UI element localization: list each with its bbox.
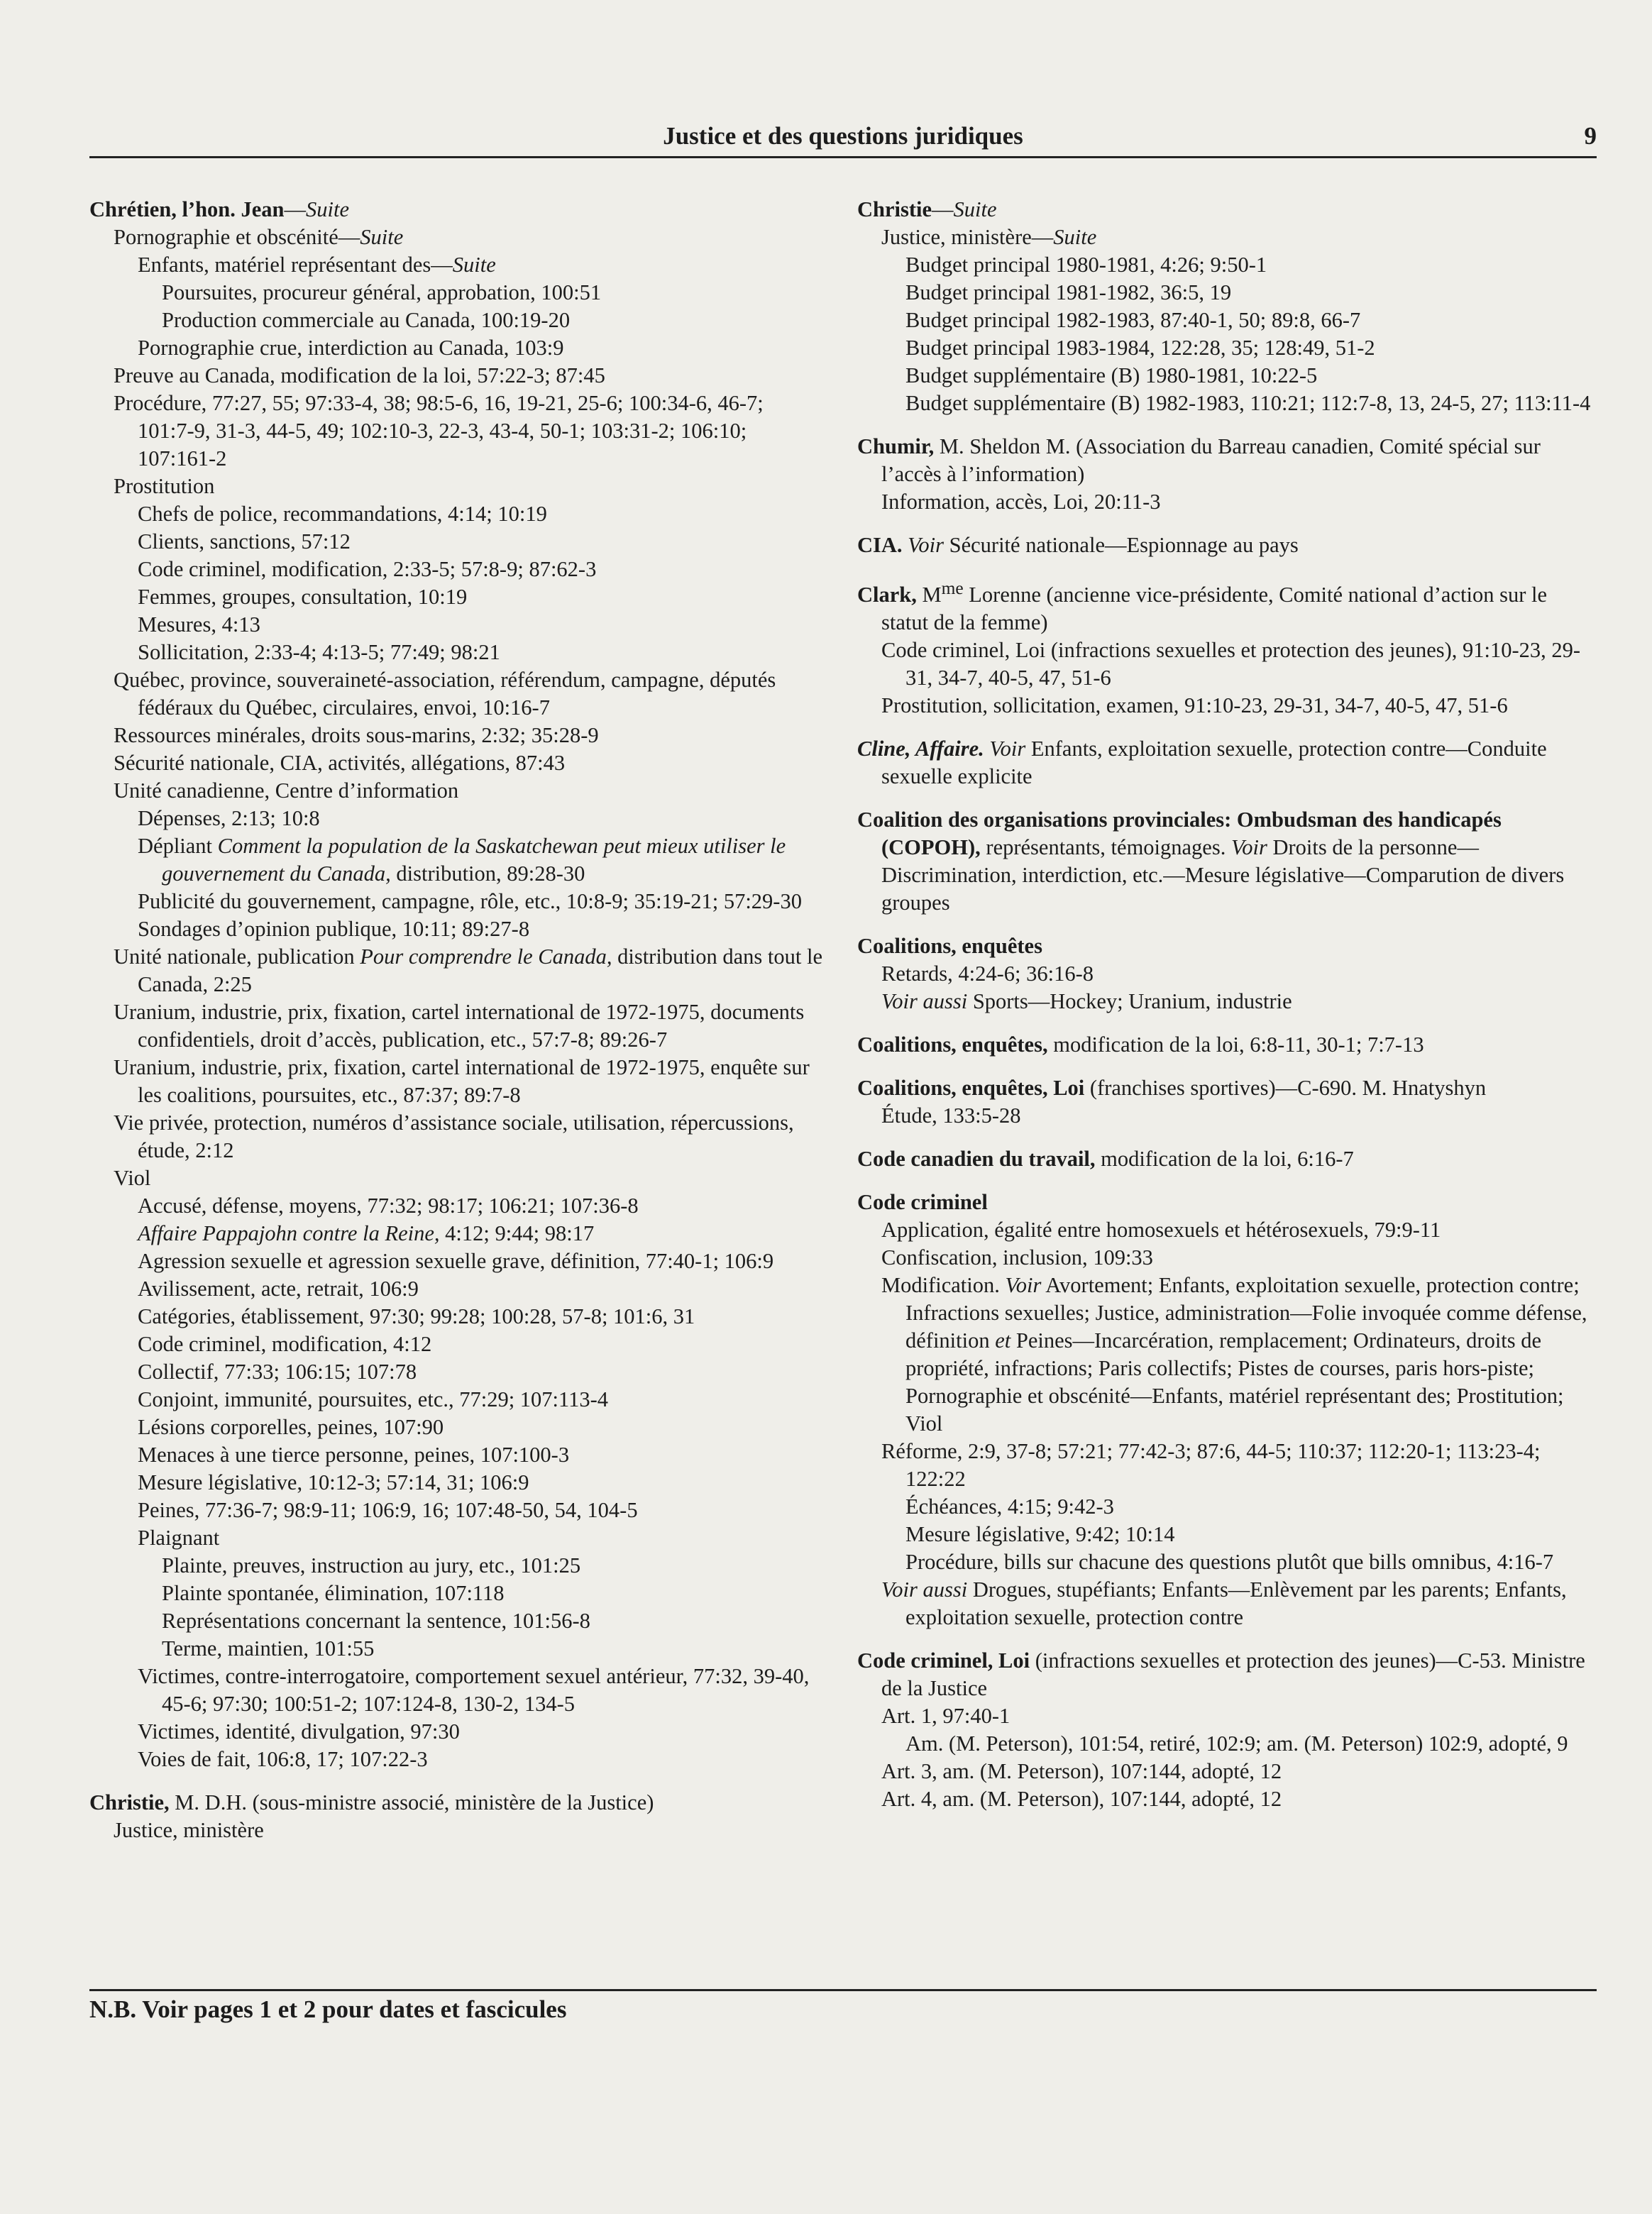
entry-text: 4:12; 9:44; 98:17	[439, 1221, 595, 1245]
entry-text: Art. 3, am. (M. Peterson), 107:144, adopté, 12	[881, 1759, 1282, 1784]
entry-text: Christie	[857, 197, 932, 221]
index-entry	[857, 1031, 1595, 1059]
index-subentry	[89, 1164, 824, 1192]
entry-text: Modification.	[881, 1273, 1006, 1298]
entry-text: Enfants, matériel représentant des—	[138, 253, 453, 277]
index-subentry	[857, 1102, 1595, 1130]
entry-text: Clark,	[857, 583, 917, 607]
entry-text: Application, égalité entre homosexuels et hétérosexuels, 79:9-11	[881, 1218, 1441, 1243]
index-entry	[89, 196, 824, 1773]
entry-text: Avortement; Enfants, exploitation sexuelle, protection contre; Infractions sexuelles; Justice, administration—Folie invoquée comme défense, définition	[905, 1273, 1587, 1353]
entry-text: Poursuites, procureur général, approbation, 100:51	[162, 280, 602, 304]
index-subentry	[857, 1548, 1595, 1576]
entry-text: Victimes, identité, divulgation, 97:30	[138, 1719, 460, 1744]
header-title: Justice et des questions juridiques	[663, 122, 1023, 150]
entry-text: Dépliant	[138, 834, 218, 858]
index-subentry	[89, 362, 824, 390]
index-entry	[857, 1647, 1595, 1813]
entry-text: Chumir,	[857, 434, 935, 458]
index-subentry	[89, 1441, 824, 1469]
entry-text: —	[284, 197, 306, 221]
index-subentry	[857, 390, 1595, 417]
entry-text: Coalitions, enquêtes,	[857, 1032, 1048, 1057]
entry-text: M. D.H. (sous-ministre associé, ministère de la Justice)	[169, 1790, 654, 1814]
index-subentry	[89, 1580, 824, 1607]
entry-text: Justice, ministère—	[881, 225, 1054, 249]
index-subentry	[89, 777, 824, 805]
entry-text: Pour comprendre le Canada,	[360, 944, 612, 969]
index-subentry	[857, 224, 1595, 251]
index-subentry	[89, 1192, 824, 1220]
index-subentry	[857, 1216, 1595, 1244]
entry-text: Information, accès, Loi, 20:11-3	[881, 490, 1161, 514]
index-subentry	[857, 1521, 1595, 1548]
entry-text: Dépenses, 2:13; 10:8	[138, 806, 320, 830]
entry-text: Sécurité nationale, CIA, activités, allégations, 87:43	[114, 751, 566, 775]
index-subentry	[89, 805, 824, 832]
entry-text: Code criminel, Loi	[857, 1648, 1030, 1673]
entry-text: Coalitions, enquêtes, Loi	[857, 1076, 1085, 1101]
entry-text: Budget supplémentaire (B) 1982-1983, 110:21; 112:7-8, 13, 24-5, 27; 113:11-4	[905, 391, 1591, 415]
entry-text: Mesures, 4:13	[138, 612, 260, 637]
index-subentry	[89, 1220, 824, 1248]
entry-text: Avilissement, acte, retrait, 106:9	[138, 1277, 419, 1301]
entry-text: Prostitution, sollicitation, examen, 91:10-23, 29-31, 34-7, 40-5, 47, 51-6	[881, 693, 1508, 718]
entry-text: Échéances, 4:15; 9:42-3	[905, 1494, 1114, 1519]
index-subentry	[857, 1730, 1595, 1758]
entry-heading	[857, 735, 1595, 791]
index-entry	[857, 932, 1595, 1015]
entry-text: me	[941, 578, 964, 598]
entry-text: Coalition des organisations provinciales: Ombudsman des handicapés (COPOH),	[857, 808, 1502, 860]
entry-text: Art. 4, am. (M. Peterson), 107:144, adopté, 12	[881, 1787, 1282, 1812]
entry-text: Ressources minérales, droits sous-marins, 2:32; 35:28-9	[114, 723, 599, 747]
index-subentry	[89, 1718, 824, 1746]
entry-text: Voir	[908, 533, 945, 557]
entry-text: Sports—Hockey; Uranium, industrie	[967, 989, 1292, 1014]
index-subentry	[89, 1414, 824, 1441]
index-subentry	[89, 1386, 824, 1414]
index-subentry	[857, 960, 1595, 988]
entry-text: Suite	[953, 197, 997, 221]
entry-text: Sollicitation, 2:33-4; 4:13-5; 77:49; 98:21	[138, 640, 500, 664]
entry-text: Représentations concernant la sentence, 101:56-8	[162, 1609, 590, 1633]
entry-text: M. Sheldon M. (Association du Barreau canadien, Comité spécial sur l’accès à l’information)	[881, 434, 1541, 486]
entry-text: Viol	[114, 1166, 151, 1190]
entry-text: (franchises sportives)—C-690. M. Hnatyshyn	[1084, 1076, 1487, 1101]
index-subentry	[89, 279, 824, 307]
entry-text: Suite	[306, 197, 349, 221]
index-entry	[857, 806, 1595, 917]
entry-text: modification de la loi, 6:16-7	[1095, 1147, 1354, 1172]
index-subentry	[857, 334, 1595, 362]
entry-text: distribution, 89:28-30	[390, 861, 585, 886]
entry-text: Lorenne (ancienne vice-présidente, Comité national d’action sur le statut de la femme)	[881, 583, 1547, 635]
index-subentry	[89, 1275, 824, 1303]
index-subentry	[857, 488, 1595, 516]
entry-text: Enfants, exploitation sexuelle, protection contre—Conduite sexuelle explicite	[881, 737, 1547, 789]
entry-text: Catégories, établissement, 97:30; 99:28; 100:28, 57-8; 101:6, 31	[138, 1304, 695, 1328]
index-subentry	[89, 334, 824, 362]
entry-text: (infractions sexuelles et protection des jeunes)—C-53. Ministre de la Justice	[881, 1648, 1585, 1701]
entry-text: Plainte spontanée, élimination, 107:118	[162, 1581, 505, 1605]
index-entry	[857, 433, 1595, 516]
entry-text: Budget principal 1980-1981, 4:26; 9:50-1	[905, 253, 1267, 277]
entry-text: Code criminel, Loi (infractions sexuelles et protection des jeunes), 91:10-23, 29-31, 34-7, 40-5, 47, 51-6	[881, 638, 1581, 690]
entry-heading	[857, 1074, 1595, 1102]
index-subentry	[89, 583, 824, 611]
running-header	[89, 122, 1597, 158]
index-subentry	[89, 1109, 824, 1164]
entry-text: Collectif, 77:33; 106:15; 107:78	[138, 1360, 417, 1384]
entry-text: Retards, 4:24-6; 36:16-8	[881, 962, 1094, 986]
index-subentry	[857, 1438, 1595, 1493]
entry-text: Agression sexuelle et agression sexuelle grave, définition, 77:40-1; 106:9	[138, 1249, 774, 1273]
entry-heading	[89, 1789, 824, 1817]
entry-text: et	[995, 1328, 1011, 1353]
entry-text: Voies de fait, 106:8, 17; 107:22-3	[138, 1747, 428, 1771]
index-subentry	[89, 611, 824, 639]
entry-text: Vie privée, protection, numéros d’assistance sociale, utilisation, répercussions, étude, 2:12	[114, 1111, 794, 1162]
index-subentry	[89, 1817, 824, 1844]
index-subentry	[857, 251, 1595, 279]
index-subentry	[89, 749, 824, 777]
entry-text: Confiscation, inclusion, 109:33	[881, 1245, 1153, 1270]
entry-heading	[857, 932, 1595, 960]
index-subentry	[89, 473, 824, 500]
index-subentry	[89, 943, 824, 998]
entry-text: Plaignant	[138, 1526, 220, 1550]
entry-text: Voir	[1005, 1273, 1042, 1298]
entry-text: Étude, 133:5-28	[881, 1103, 1021, 1128]
entry-text: Am. (M. Peterson), 101:54, retiré, 102:9; am. (M. Peterson) 102:9, adopté, 9	[905, 1731, 1568, 1756]
index-subentry	[89, 998, 824, 1054]
index-subentry	[89, 832, 824, 888]
page-number: 9	[1584, 122, 1597, 150]
entry-text: Code canadien du travail,	[857, 1147, 1096, 1172]
index-subentry	[89, 1635, 824, 1663]
entry-text: Procédure, 77:27, 55; 97:33-4, 38; 98:5-6, 16, 19-21, 25-6; 100:34-6, 46-7; 101:7-9, 31-3, 44-5, 49; 102:10-3, 22-3, 43-4, 50-1; 103:31-2; 106:10; 107:161-2	[114, 391, 764, 470]
entry-text: Pornographie crue, interdiction au Canada, 103:9	[138, 336, 564, 360]
entry-text: distribution dans tout le Canada, 2:25	[138, 944, 822, 996]
entry-heading	[857, 1189, 1595, 1216]
index-subentry	[857, 692, 1595, 720]
index-subentry	[89, 1248, 824, 1275]
index-subentry	[89, 1303, 824, 1331]
entry-text: Coalitions, enquêtes	[857, 934, 1042, 959]
entry-text: Budget principal 1981-1982, 36:5, 19	[905, 280, 1232, 304]
entry-heading	[857, 532, 1595, 559]
entry-text: Terme, maintien, 101:55	[162, 1636, 375, 1660]
index-subentry	[89, 390, 824, 473]
entry-text: Suite	[360, 225, 404, 249]
index-subentry	[89, 251, 824, 279]
entry-text: Femmes, groupes, consultation, 10:19	[138, 585, 468, 609]
entry-text: Voir	[989, 737, 1026, 761]
index-subentry	[857, 1702, 1595, 1730]
index-entry	[857, 532, 1595, 559]
entry-text: Réforme, 2:9, 37-8; 57:21; 77:42-3; 87:6, 44-5; 110:37; 112:20-1; 113:23-4; 122:22	[881, 1439, 1541, 1492]
entry-text: Code criminel, modification, 4:12	[138, 1332, 432, 1356]
index-subentry	[89, 1331, 824, 1358]
entry-text: Christie,	[89, 1790, 170, 1814]
index-subentry	[89, 1746, 824, 1773]
index-entry	[857, 196, 1595, 417]
entry-text: Uranium, industrie, prix, fixation, cartel international de 1972-1975, enquête sur les coalitions, poursuites, etc., 87:37; 89:7-8	[114, 1055, 810, 1107]
index-entry	[857, 1189, 1595, 1631]
index-subentry	[857, 1272, 1595, 1438]
entry-text: représentants, témoignages.	[980, 835, 1231, 860]
entry-text: Voir aussi	[881, 1577, 968, 1602]
index-subentry	[89, 556, 824, 583]
entry-text: Budget supplémentaire (B) 1980-1981, 10:22-5	[905, 363, 1318, 387]
index-subentry	[89, 1663, 824, 1718]
entry-text: Mesure législative, 10:12-3; 57:14, 31; 106:9	[138, 1470, 529, 1494]
entry-text: Cline, Affaire.	[857, 737, 984, 761]
entry-text: Victimes, contre-interrogatoire, comportement sexuel antérieur, 77:32, 39-40, 45-6; 97:30; 100:51-2; 107:124-8, 130-2, 134-5	[138, 1664, 810, 1716]
entry-text: Suite	[1053, 225, 1097, 249]
entry-text: modification de la loi, 6:8-11, 30-1; 7:7-13	[1047, 1032, 1424, 1057]
index-subentry	[89, 1552, 824, 1580]
entry-text: Suite	[452, 253, 496, 277]
index-subentry	[857, 1785, 1595, 1813]
index-subentry	[89, 500, 824, 528]
entry-text: Chrétien, l’hon. Jean	[89, 197, 285, 221]
entry-text: Droits de la personne—Discrimination, interdiction, etc.—Mesure législative—Comparution de divers groupes	[881, 835, 1565, 915]
left-column	[89, 196, 824, 1860]
entry-text: Clients, sanctions, 57:12	[138, 529, 351, 554]
index-subentry	[857, 1758, 1595, 1785]
index-entry	[857, 575, 1595, 720]
entry-text: Sondages d’opinion publique, 10:11; 89:27-8	[138, 917, 530, 941]
entry-text: Accusé, défense, moyens, 77:32; 98:17; 106:21; 107:36-8	[138, 1194, 639, 1218]
index-subentry	[857, 1576, 1595, 1631]
entry-text: Code criminel	[857, 1190, 988, 1215]
index-subentry	[89, 888, 824, 915]
entry-heading	[857, 1031, 1595, 1059]
entry-heading	[857, 433, 1595, 488]
entry-text: Preuve au Canada, modification de la loi, 57:22-3; 87:45	[114, 363, 605, 387]
entry-heading	[89, 196, 824, 224]
index-subentry	[857, 307, 1595, 334]
entry-heading	[857, 806, 1595, 917]
entry-text: Peines—Incarcération, remplacement; Ordinateurs, droits de propriété, infractions; Paris collectifs; Pistes de courses, paris hors-piste; Pornographie et obscénité—Enfants, matériel représentant des; Prostitution; Viol	[905, 1328, 1564, 1436]
index-subentry	[857, 362, 1595, 390]
index-subentry	[89, 915, 824, 943]
index-subentry	[857, 279, 1595, 307]
index-subentry	[89, 1524, 824, 1552]
entry-text: Chefs de police, recommandations, 4:14; 10:19	[138, 502, 547, 526]
index-subentry	[89, 722, 824, 749]
index-subentry	[857, 1244, 1595, 1272]
entry-text: Voir aussi	[881, 989, 968, 1014]
entry-heading	[857, 196, 1595, 224]
entry-text: Budget principal 1982-1983, 87:40-1, 50; 89:8, 66-7	[905, 308, 1361, 332]
entry-text: CIA.	[857, 533, 903, 557]
index-entry	[89, 1789, 824, 1844]
entry-text: —	[932, 197, 954, 221]
entry-text: Uranium, industrie, prix, fixation, cartel international de 1972-1975, documents confidentiels, droit d’accès, publication, etc., 57:7-8; 89:26-7	[114, 1000, 805, 1052]
entry-text: Production commerciale au Canada, 100:19-20	[162, 308, 571, 332]
entry-text: Unité nationale, publication	[114, 944, 360, 969]
entry-text: Sécurité nationale—Espionnage au pays	[944, 533, 1299, 557]
entry-heading	[857, 1145, 1595, 1173]
index-subentry	[89, 1358, 824, 1386]
entry-text: Drogues, stupéfiants; Enfants—Enlèvement par les parents; Enfants, exploitation sexuelle, protection contre	[905, 1577, 1567, 1630]
index-entry	[857, 1074, 1595, 1130]
entry-heading	[857, 1647, 1595, 1702]
entry-text: Justice, ministère	[114, 1818, 264, 1842]
index-subentry	[89, 1607, 824, 1635]
entry-text: Menaces à une tierce personne, peines, 107:100-3	[138, 1443, 570, 1467]
entry-text: Mesure législative, 9:42; 10:14	[905, 1522, 1175, 1547]
entry-text: Voir	[1230, 835, 1267, 860]
index-subentry	[857, 988, 1595, 1015]
entry-text: Conjoint, immunité, poursuites, etc., 77:29; 107:113-4	[138, 1387, 609, 1411]
entry-text: Prostitution	[114, 474, 215, 498]
entry-text: Lésions corporelles, peines, 107:90	[138, 1415, 444, 1439]
entry-text: Plainte, preuves, instruction au jury, etc., 101:25	[162, 1553, 581, 1577]
entry-text: M	[916, 583, 942, 607]
index-subentry	[89, 666, 824, 722]
index-subentry	[89, 224, 824, 251]
index-subentry	[857, 1493, 1595, 1521]
index-subentry	[89, 528, 824, 556]
entry-text: Art. 1, 97:40-1	[881, 1704, 1011, 1729]
index-subentry	[89, 307, 824, 334]
entry-text: Affaire Pappajohn contre la Reine,	[138, 1221, 440, 1245]
index-subentry	[89, 1054, 824, 1109]
entry-text: Peines, 77:36-7; 98:9-11; 106:9, 16; 107:48-50, 54, 104-5	[138, 1498, 638, 1522]
index-entry	[857, 735, 1595, 791]
right-column	[857, 196, 1595, 1829]
index-subentry	[89, 1469, 824, 1497]
entry-text: Unité canadienne, Centre d’information	[114, 778, 459, 803]
entry-text: Budget principal 1983-1984, 122:28, 35; 128:49, 51-2	[905, 336, 1375, 360]
index-subentry	[89, 639, 824, 666]
entry-text: Québec, province, souveraineté-association, référendum, campagne, députés fédéraux du Québec, circulaires, envoi, 10:16-7	[114, 668, 776, 720]
index-subentry	[89, 1497, 824, 1524]
index-subentry	[857, 637, 1595, 692]
entry-text: Procédure, bills sur chacune des questions plutôt que bills omnibus, 4:16-7	[905, 1550, 1554, 1575]
entry-text: Publicité du gouvernement, campagne, rôle, etc., 10:8-9; 35:19-21; 57:29-30	[138, 889, 802, 913]
entry-text: Pornographie et obscénité—	[114, 225, 360, 249]
entry-text: Code criminel, modification, 2:33-5; 57:8-9; 87:62-3	[138, 557, 597, 581]
entry-text: Comment la population de la Saskatchewan peut mieux utiliser le gouvernement du Canada,	[162, 834, 786, 886]
index-entry	[857, 1145, 1595, 1173]
footer-note: N.B. Voir pages 1 et 2 pour dates et fascicules	[89, 1995, 567, 2023]
entry-heading	[857, 575, 1595, 637]
footer-rule	[89, 1989, 1597, 1991]
